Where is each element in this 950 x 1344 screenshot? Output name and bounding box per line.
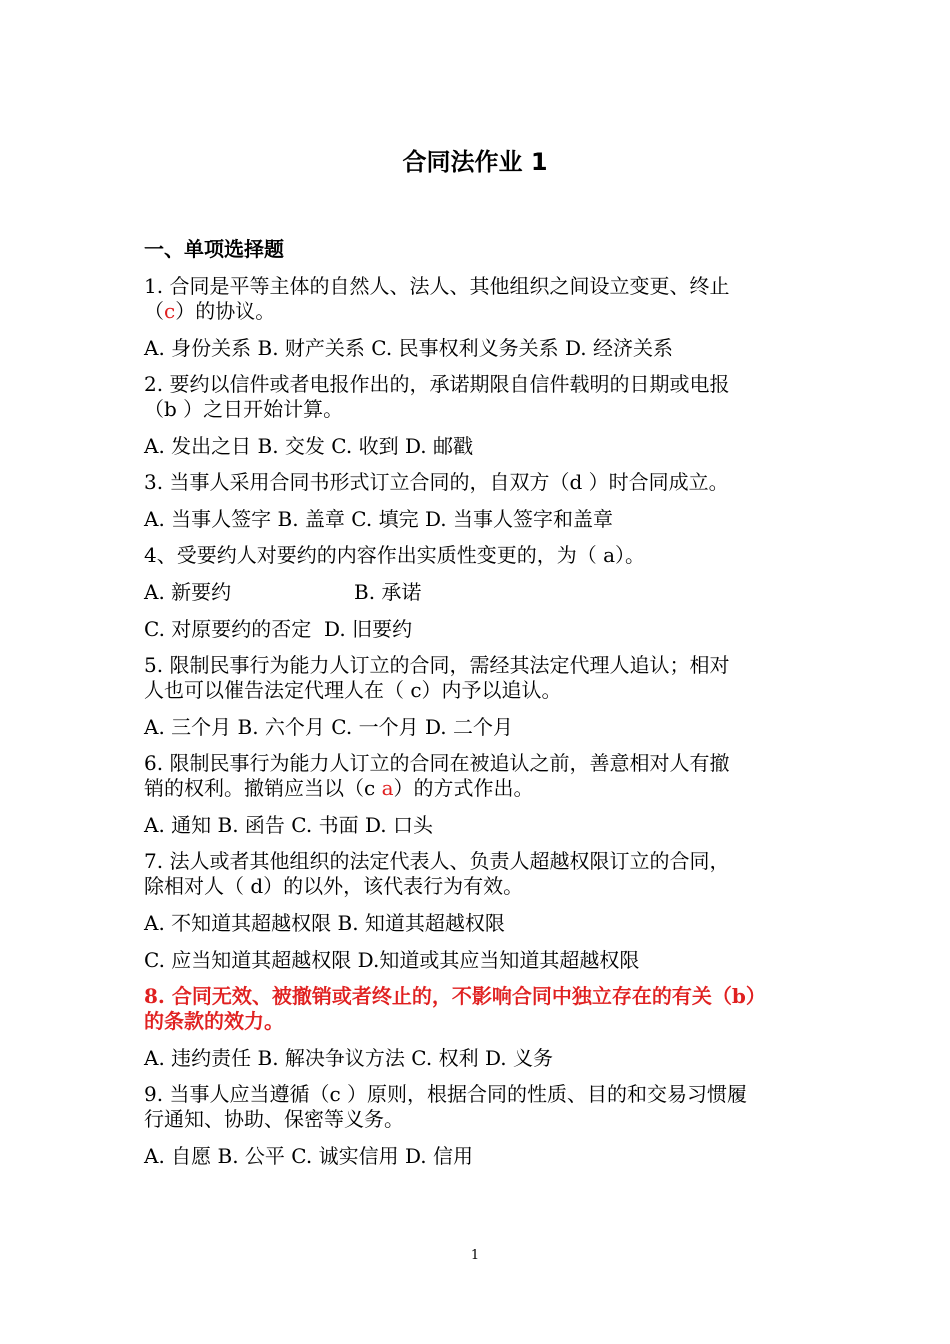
question-text: 7. 法人或者其他组织的法定代表人、负责人超越权限订立的合同， (144, 849, 730, 873)
question-text: 9. 当事人应当遵循（c ）原则，根据合同的性质、目的和交易习惯履 (144, 1082, 747, 1106)
question-text: （b ）之日开始计算。 (144, 397, 344, 421)
question-4-options-row1 (144, 579, 809, 605)
section-heading: 一、单项选择题 (144, 237, 284, 261)
question-text: （c）的协议。 (144, 299, 276, 323)
question-9-options: A. 自愿 B. 公平 C. 诚实信用 D. 信用 (144, 1144, 473, 1168)
option-a: A. 新要约 (144, 580, 232, 604)
question-3 (144, 470, 809, 495)
question-text: 人也可以催告法定代理人在（ c）内予以追认。 (144, 678, 562, 702)
question-4 (144, 543, 809, 568)
question-2 (144, 372, 809, 422)
question-1 (144, 274, 809, 324)
question-text: 3. 当事人采用合同书形式订立合同的，自双方（d ）时合同成立。 (144, 470, 729, 494)
question-5-options: A. 三个月 B. 六个月 C. 一个月 D. 二个月 (144, 715, 513, 739)
question-3-options: A. 当事人签字 B. 盖章 C. 填完 D. 当事人签字和盖章 (144, 507, 613, 531)
page-title: 合同法作业 1 (402, 148, 548, 176)
question-text: 除相对人（ d）的以外，该代表行为有效。 (144, 874, 524, 898)
question-6 (144, 751, 809, 801)
question-text: 的条款的效力。 (144, 1009, 284, 1033)
question-text: 5. 限制民事行为能力人订立的合同，需经其法定代理人追认；相对 (144, 653, 730, 677)
question-1-options: A. 身份关系 B. 财产关系 C. 民事权利义务关系 D. 经济关系 (144, 336, 673, 360)
option-d: D. 旧要约 (324, 617, 413, 641)
question-5 (144, 653, 809, 703)
question-6-options: A. 通知 B. 函告 C. 书面 D. 口头 (144, 813, 433, 837)
option-c: C. 对原要约的否定 (144, 617, 312, 641)
question-4-options-row2 (144, 616, 809, 642)
question-7-options-row2: C. 应当知道其超越权限 D.知道或其应当知道其超越权限 (144, 948, 640, 972)
question-9 (144, 1082, 809, 1132)
question-7 (144, 849, 809, 899)
option-b: B. 承诺 (354, 580, 422, 604)
question-text: 2. 要约以信件或者电报作出的，承诺期限自信件载明的日期或电报 (144, 372, 730, 396)
question-8-options: A. 违约责任 B. 解决争议方法 C. 权利 D. 义务 (144, 1046, 553, 1070)
question-text: 1. 合同是平等主体的自然人、法人、其他组织之间设立变更、终止 (144, 274, 730, 298)
answer-mark: c (164, 299, 176, 323)
question-2-options: A. 发出之日 B. 交发 C. 收到 D. 邮戳 (144, 434, 473, 458)
page-number: 1 (470, 1248, 480, 1263)
question-text: 6. 限制民事行为能力人订立的合同在被追认之前，善意相对人有撤 (144, 751, 730, 775)
question-text: 行通知、协助、保密等义务。 (144, 1107, 404, 1131)
question-text: 销的权利。撤销应当以（c a）的方式作出。 (144, 776, 534, 800)
answer-mark: a (381, 776, 394, 800)
question-8 (144, 984, 809, 1034)
question-7-options-row1: A. 不知道其超越权限 B. 知道其超越权限 (144, 911, 505, 935)
document-body (144, 236, 809, 1180)
question-text: 8. 合同无效、被撤销或者终止的，不影响合同中独立存在的有关（b） (144, 984, 766, 1008)
question-text: 4、受要约人对要约的内容作出实质性变更的，为（ a）。 (144, 543, 646, 567)
